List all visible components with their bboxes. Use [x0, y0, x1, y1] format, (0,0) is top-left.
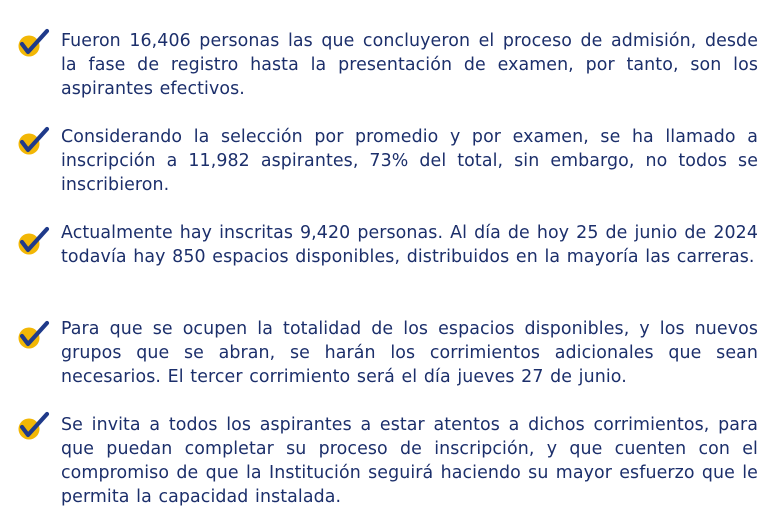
bullet-text: Actualmente hay inscritas 9,420 personas. Al día de hoy 25 de junio de 2024 todavía hay 850 espacios disponibles, distribuidos en la mayoría las carreras.	[61, 223, 758, 267]
check-circle-icon	[16, 126, 50, 158]
bullet-text: Para que se ocupen la totalidad de los espacios disponibles, y los nuevos grupos que se abran, se harán los corrimientos adicionales que sean necesarios. El tercer corrimiento será el día jueves 27 de junio.	[61, 319, 758, 387]
bullet-text: Se invita a todos los aspirantes a estar atentos a dichos corrimientos, para que puedan completar su proceso de inscripción, y que cuenten con el compromiso de que la Institución seguirá haciendo su mayor esfuerzo que le permita la capacidad instalada.	[61, 415, 758, 507]
check-circle-icon	[16, 411, 50, 443]
check-circle-icon	[16, 320, 50, 352]
bullet-text: Considerando la selección por promedio y por examen, se ha llamado a inscripción a 11,982 aspirantes, 73% del total, sin embargo, no todos se inscribieron.	[61, 127, 758, 195]
check-circle-icon	[16, 226, 50, 258]
bullet-text: Fueron 16,406 personas las que concluyeron el proceso de admisión, desde la fase de registro hasta la presentación de examen, por tanto, son los aspirantes efectivos.	[61, 31, 758, 99]
check-circle-icon	[16, 28, 50, 60]
